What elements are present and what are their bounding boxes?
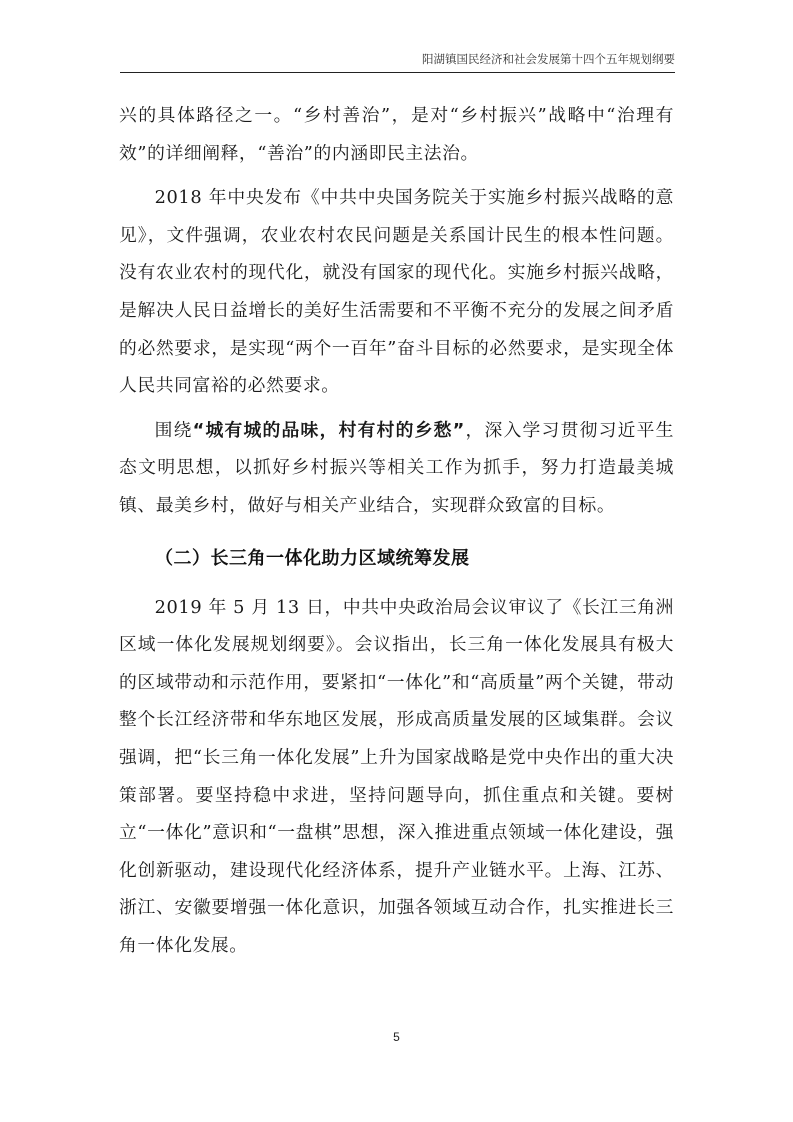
paragraph-city-village [119, 412, 674, 525]
paragraph-suffix: ，深入学习贯彻习近平生态文明思想，以抓好乡村振兴等相关工作为抓手，努力打造最美城镇、最美乡村，做好与相关产业结合，实现群众致富的目标。 [119, 419, 674, 516]
page-number: 5 [393, 1030, 400, 1044]
paragraph-rural-revitalization: 2018 年中央发布《中共中央国务院关于实施乡村振兴战略的意见》，文件强调，农业农村农民问题是关系国计民生的根本性问题。没有农业农村的现代化，就没有国家的现代化。实施乡村振兴战略，是解决人民日益增长的美好生活需要和不平衡不充分的发展之间矛盾的必然要求，是实现“两个一百年”奋斗目标的必然要求，是实现全体人民共同富裕的必然要求。 [119, 187, 674, 397]
running-header [120, 50, 675, 73]
paragraph-prefix: 围绕 [154, 419, 193, 441]
header-title: 阳湖镇国民经济和社会发展第十四个五年规划纲要 [422, 52, 675, 66]
document-body [119, 97, 674, 964]
paragraph-yangtze-delta: 2019 年 5 月 13 日，中共中央政治局会议审议了《长江三角洲区域一体化发展规划纲要》。会议指出，长三角一体化发展具有极大的区域带动和示范作用，要紧扣“一体化”和“高质量”两个关键，带动整个长江经济带和华东地区发展，形成高质量发展的区域集群。会议强调，把“长三角一体化发展”上升为国家战略是党中央作出的重大决策部署。要坚持稳中求进，坚持问题导向，抓住重点和关键。要树立“一体化”意识和“一盘棋”思想，深入推进重点领域一体化建设，强化创新驱动，建设现代化经济体系，提升产业链水平。上海、江苏、浙江、安徽要增强一体化意识，加强各领域互动合作，扎实推进长三角一体化发展。 [119, 596, 674, 956]
bold-slogan: “城有城的品味，村有村的乡愁” [192, 419, 465, 441]
section-heading: （二）长三角一体化助力区域统筹发展 [155, 547, 470, 569]
paragraph-continuation: 兴的具体路径之一。“乡村善治”，是对“乡村振兴”战略中“治理有效”的详细阐释，“善治”的内涵即民主法治。 [119, 105, 674, 164]
